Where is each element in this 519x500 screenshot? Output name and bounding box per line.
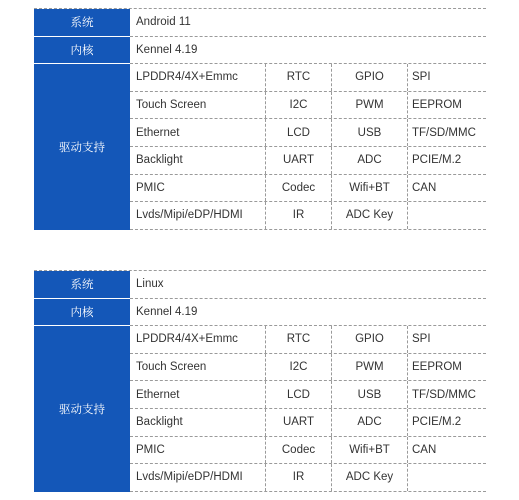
driver-cell: CAN (412, 443, 437, 456)
driver-cell: IR (266, 202, 332, 229)
driver-cell: TF/SD/MMC (412, 126, 476, 139)
driver-cell: EEPROM (412, 361, 462, 374)
system-row (34, 270, 486, 299)
driver-cell: Touch Screen (130, 92, 266, 119)
driver-cell: PWM (332, 354, 408, 381)
driver-cell: EEPROM (412, 99, 462, 112)
driver-cell: I2C (266, 354, 332, 381)
driver-cell: SPI (412, 333, 431, 346)
driver-cell: PWM (332, 92, 408, 119)
system-label: 系统 (34, 9, 130, 37)
driver-cell: ADC Key (332, 202, 408, 229)
kernel-row (34, 299, 486, 327)
driver-group (34, 64, 486, 230)
driver-cell: Touch Screen (130, 354, 266, 381)
driver-cell: PMIC (130, 175, 266, 202)
kernel-value: Kennel 4.19 (136, 305, 198, 318)
driver-cell: Codec (266, 175, 332, 202)
driver-cell: I2C (266, 92, 332, 119)
driver-cell: TF/SD/MMC (412, 388, 476, 401)
system-value: Android 11 (136, 16, 191, 29)
driver-cell: IR (266, 464, 332, 491)
driver-cell: RTC (266, 64, 332, 91)
kernel-value: Kennel 4.19 (136, 43, 198, 56)
driver-cell: Lvds/Mipi/eDP/HDMI (130, 464, 266, 491)
kernel-row (34, 37, 486, 65)
system-row (34, 8, 486, 37)
kernel-label: 内核 (34, 299, 130, 327)
driver-cell: Wifi+BT (332, 175, 408, 202)
driver-cell: ADC Key (332, 464, 408, 491)
driver-cell: ADC (332, 147, 408, 174)
driver-cell: PCIE/M.2 (412, 154, 462, 167)
driver-group (34, 326, 486, 492)
driver-cell: UART (266, 147, 332, 174)
driver-cell: Ethernet (130, 119, 266, 146)
driver-cell: Backlight (130, 409, 266, 436)
driver-label: 驱动支持 (34, 326, 130, 492)
driver-cell: Ethernet (130, 381, 266, 408)
kernel-label: 内核 (34, 37, 130, 65)
driver-cell (408, 464, 486, 491)
driver-cell: USB (332, 119, 408, 146)
driver-cell: PCIE/M.2 (412, 416, 462, 429)
driver-cell: LCD (266, 119, 332, 146)
driver-cell: CAN (412, 181, 437, 194)
driver-cell: RTC (266, 326, 332, 353)
driver-cell (408, 202, 486, 229)
driver-cell: ADC (332, 409, 408, 436)
driver-cell: Lvds/Mipi/eDP/HDMI (130, 202, 266, 229)
driver-cell: LCD (266, 381, 332, 408)
driver-cell: PMIC (130, 437, 266, 464)
spec-table-android (34, 8, 486, 230)
driver-cell: LPDDR4/4X+Emmc (130, 326, 266, 353)
driver-cell: Wifi+BT (332, 437, 408, 464)
system-label: 系统 (34, 271, 130, 299)
driver-cell: USB (332, 381, 408, 408)
spec-table-linux (34, 270, 486, 492)
driver-cell: Codec (266, 437, 332, 464)
driver-cell: GPIO (332, 64, 408, 91)
system-value: Linux (136, 278, 164, 291)
driver-cell: Backlight (130, 147, 266, 174)
driver-cell: UART (266, 409, 332, 436)
driver-cell: SPI (412, 71, 431, 84)
driver-cell: LPDDR4/4X+Emmc (130, 64, 266, 91)
driver-cell: GPIO (332, 326, 408, 353)
driver-label: 驱动支持 (34, 64, 130, 230)
